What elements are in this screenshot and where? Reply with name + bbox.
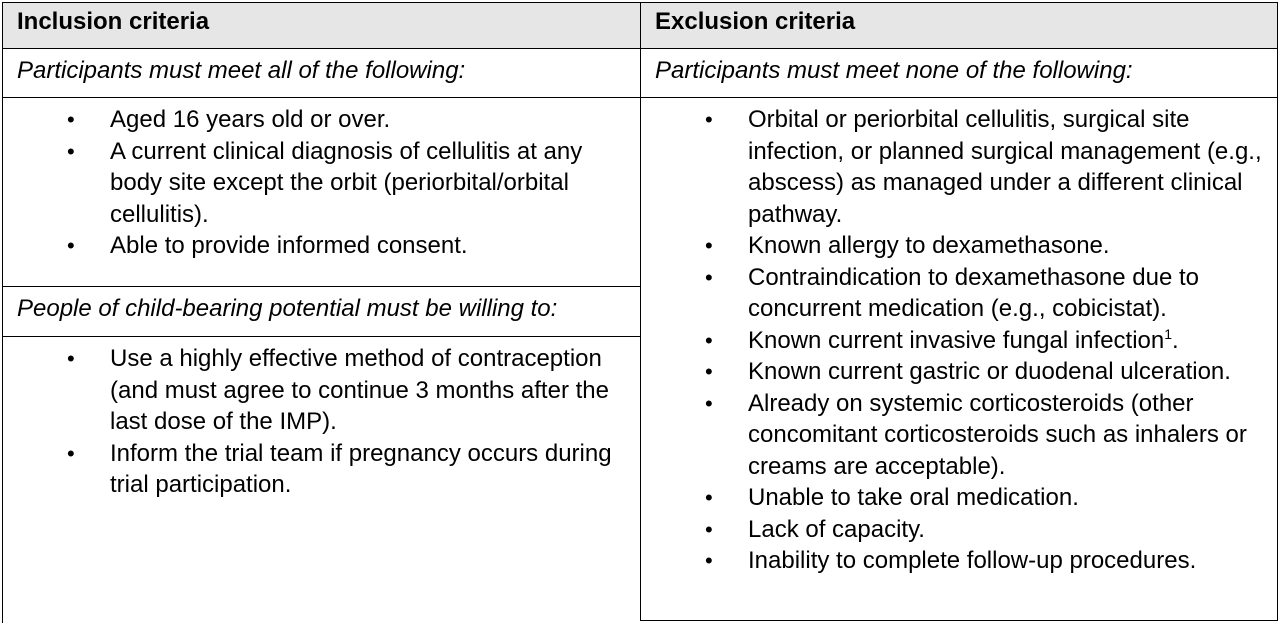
bullet-icon: • [67,440,75,466]
footnote-marker: 1 [1164,325,1173,342]
list-item: • Able to provide informed consent. [3,230,640,262]
inclusion-header: Inclusion criteria [3,3,640,49]
exclusion-subheading: Participants must meet none of the following: [641,49,1277,98]
list-item: • Known current gastric or duodenal ulceration. [641,356,1277,388]
inclusion-list-childbearing [3,337,640,501]
exclusion-column [640,2,1278,621]
list-item: • Already on systemic corticosteroids (other concomitant corticosteroids such as inhalers or creams are acceptable). [705,389,1247,480]
bullet-icon: • [705,233,713,258]
list-item: • Use a highly effective method of contraception (and must agree to continue 3 months after the last dose of the IMP). [67,345,609,435]
bullet-icon: • [705,107,713,132]
inclusion-column [2,2,640,623]
inclusion-subheading-all: Participants must meet all of the following: [3,49,640,98]
list-item: • Known current invasive fungal infection$^1$. [641,325,1277,357]
exclusion-list [641,98,1277,577]
list-item: • Known allergy to dexamethasone. [641,230,1277,262]
bullet-icon: • [705,485,713,510]
bullet-icon: • [705,359,713,384]
list-item: • Orbital or periorbital cellulitis, surgical site infection, or planned surgical management (e.g., abscess) as managed under a different clinical pathway. [705,106,1262,228]
list-item: • Inform the trial team if pregnancy occurs during trial participation. [67,439,612,498]
bullet-icon: • [705,516,713,542]
list-item: • Lack of capacity. [641,514,1277,546]
exclusion-header: Exclusion criteria [641,3,1277,49]
inclusion-subheading-childbearing: People of child-bearing potential must be willing to: [3,287,640,337]
bullet-icon: • [67,138,75,164]
list-item: • Inability to complete follow-up procedures. [641,545,1277,577]
bullet-icon: • [67,107,75,132]
bullet-icon: • [705,548,713,573]
bullet-icon: • [705,327,713,353]
list-item: • Aged 16 years old or over. [3,104,640,136]
bullet-icon: • [67,346,75,371]
bullet-icon: • [67,233,75,258]
list-item: • Unable to take oral medication. [641,482,1277,514]
list-item: • A current clinical diagnosis of cellulitis at any body site except the orbit (periorbital/orbital cellulitis). [67,137,583,228]
list-item: • Contraindication to dexamethasone due to concurrent medication (e.g., cobicistat). [705,263,1199,322]
bullet-icon: • [705,390,713,416]
footnote-suffix: . [1172,326,1179,354]
inclusion-list-all [3,98,640,287]
bullet-icon: • [705,264,713,290]
